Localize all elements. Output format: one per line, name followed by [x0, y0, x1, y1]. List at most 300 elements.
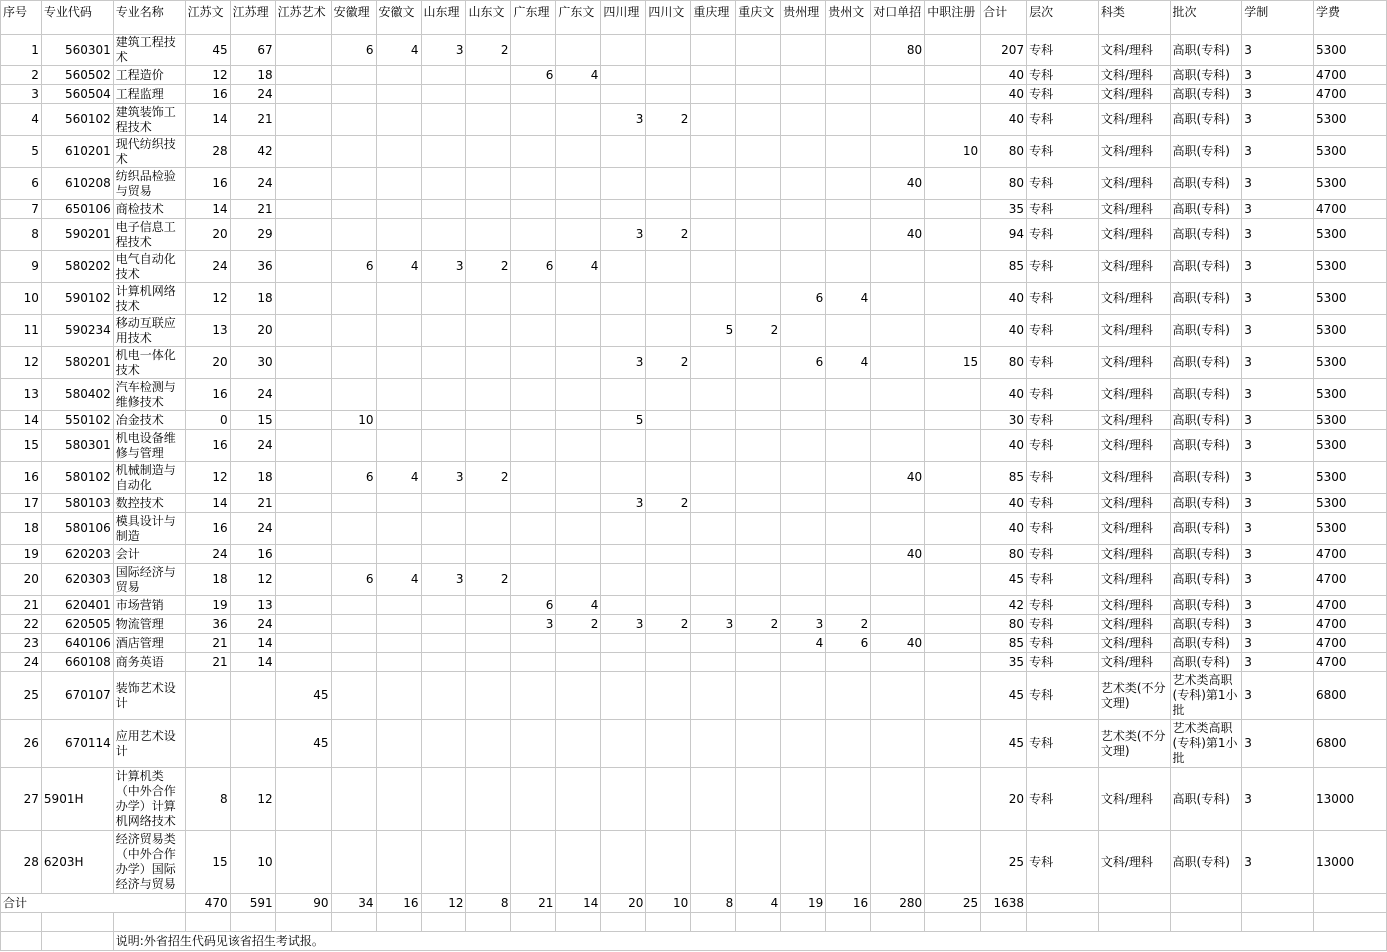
cell-code: 670107 [41, 672, 113, 720]
cell-category: 文科/理科 [1098, 283, 1170, 315]
cell-gz-wen [826, 85, 871, 104]
cell-years: 3 [1242, 564, 1314, 596]
cell-cq-wen [736, 219, 781, 251]
cell-js-li: 12 [230, 768, 275, 831]
table-row [1, 564, 1387, 596]
empty-cell [691, 913, 736, 932]
cell-sd-wen [466, 430, 511, 462]
empty-cell [331, 913, 376, 932]
cell-tuition: 4700 [1314, 85, 1387, 104]
cell-years: 3 [1242, 200, 1314, 219]
cell-sd-li [421, 430, 466, 462]
cell-gd-li: 3 [511, 615, 556, 634]
empty-cell [601, 913, 646, 932]
cell-years: 3 [1242, 430, 1314, 462]
cell-index: 19 [1, 545, 42, 564]
header-gz-wen: 贵州文 [826, 1, 871, 35]
cell-duikou: 40 [871, 168, 925, 200]
cell-gd-wen [556, 462, 601, 494]
cell-batch: 高职(专科) [1170, 430, 1242, 462]
table-row [1, 768, 1387, 831]
cell-sc-wen: 2 [646, 104, 691, 136]
cell-sd-li [421, 653, 466, 672]
cell-category: 文科/理科 [1098, 251, 1170, 283]
cell-ah-li [331, 720, 376, 768]
cell-gz-li [781, 831, 826, 894]
cell-zhongzhi [925, 104, 981, 136]
empty-cell [466, 913, 511, 932]
cell-sc-li: 3 [601, 104, 646, 136]
cell-cq-wen [736, 104, 781, 136]
cell-index: 7 [1, 200, 42, 219]
cell-total: 25 [981, 831, 1027, 894]
cell-js-wen: 16 [185, 85, 230, 104]
cell-js-li: 12 [230, 564, 275, 596]
cell-gd-wen: 4 [556, 596, 601, 615]
cell-js-li: 10 [230, 831, 275, 894]
cell-cq-wen [736, 283, 781, 315]
cell-tuition: 4700 [1314, 653, 1387, 672]
cell-duikou [871, 411, 925, 430]
cell-category: 文科/理科 [1098, 634, 1170, 653]
cell-sd-wen [466, 634, 511, 653]
cell-cq-li [691, 136, 736, 168]
cell-level: 专科 [1027, 634, 1099, 653]
cell-gz-li [781, 136, 826, 168]
cell-batch: 高职(专科) [1170, 564, 1242, 596]
cell-ah-li [331, 545, 376, 564]
cell-cq-li [691, 85, 736, 104]
cell-gz-li [781, 411, 826, 430]
cell-code: 650106 [41, 200, 113, 219]
cell-code: 610201 [41, 136, 113, 168]
cell-gz-li [781, 462, 826, 494]
cell-gd-wen [556, 168, 601, 200]
cell-tuition: 5300 [1314, 315, 1387, 347]
table-row [1, 379, 1387, 411]
cell-category: 文科/理科 [1098, 653, 1170, 672]
cell-gd-li: 6 [511, 596, 556, 615]
cell-duikou [871, 85, 925, 104]
cell-sc-li [601, 136, 646, 168]
cell-gz-wen [826, 545, 871, 564]
cell-ah-wen [376, 545, 421, 564]
cell-js-art: 45 [275, 672, 331, 720]
total-zhongzhi: 25 [925, 894, 981, 913]
total-sd-wen: 8 [466, 894, 511, 913]
cell-js-wen: 21 [185, 634, 230, 653]
cell-gd-wen [556, 85, 601, 104]
cell-js-wen: 28 [185, 136, 230, 168]
cell-zhongzhi [925, 462, 981, 494]
cell-category: 文科/理科 [1098, 200, 1170, 219]
cell-gd-wen [556, 653, 601, 672]
cell-js-art [275, 615, 331, 634]
cell-js-wen: 16 [185, 513, 230, 545]
cell-major: 计算机网络技术 [113, 283, 185, 315]
header-index: 序号 [1, 1, 42, 35]
cell-cq-li [691, 430, 736, 462]
cell-cq-li: 5 [691, 315, 736, 347]
cell-gd-li [511, 720, 556, 768]
cell-major: 数控技术 [113, 494, 185, 513]
cell-cq-li [691, 831, 736, 894]
cell-category: 文科/理科 [1098, 104, 1170, 136]
cell-level: 专科 [1027, 283, 1099, 315]
cell-level: 专科 [1027, 564, 1099, 596]
cell-ah-li [331, 430, 376, 462]
cell-years: 3 [1242, 66, 1314, 85]
empty-cell [646, 913, 691, 932]
cell-tuition: 13000 [1314, 831, 1387, 894]
cell-zhongzhi [925, 720, 981, 768]
cell-index: 2 [1, 66, 42, 85]
cell-sc-li [601, 168, 646, 200]
cell-code: 590102 [41, 283, 113, 315]
cell-cq-li [691, 347, 736, 379]
cell-index: 6 [1, 168, 42, 200]
cell-js-wen: 16 [185, 379, 230, 411]
cell-batch: 高职(专科) [1170, 513, 1242, 545]
total-duikou: 280 [871, 894, 925, 913]
cell-ah-wen [376, 494, 421, 513]
cell-sc-wen [646, 411, 691, 430]
total-cq-wen: 4 [736, 894, 781, 913]
cell-batch: 高职(专科) [1170, 35, 1242, 66]
cell-index: 5 [1, 136, 42, 168]
cell-gd-li [511, 545, 556, 564]
cell-code: 620401 [41, 596, 113, 615]
cell-category: 文科/理科 [1098, 66, 1170, 85]
cell-index: 14 [1, 411, 42, 430]
cell-total: 80 [981, 545, 1027, 564]
cell-duikou [871, 315, 925, 347]
cell-ah-li [331, 85, 376, 104]
cell-gd-wen [556, 411, 601, 430]
cell-major: 纺织品检验与贸易 [113, 168, 185, 200]
cell-gz-li [781, 315, 826, 347]
cell-category: 文科/理科 [1098, 347, 1170, 379]
cell-gz-wen [826, 596, 871, 615]
cell-gd-li [511, 411, 556, 430]
cell-duikou [871, 564, 925, 596]
cell-sd-li [421, 136, 466, 168]
cell-gz-li [781, 596, 826, 615]
header-total: 合计 [981, 1, 1027, 35]
cell-level: 专科 [1027, 85, 1099, 104]
header-major: 专业名称 [113, 1, 185, 35]
cell-level: 专科 [1027, 411, 1099, 430]
cell-index: 15 [1, 430, 42, 462]
cell-index: 28 [1, 831, 42, 894]
cell-duikou [871, 66, 925, 85]
cell-zhongzhi [925, 251, 981, 283]
cell-duikou [871, 768, 925, 831]
header-ah-wen: 安徽文 [376, 1, 421, 35]
cell-major: 电子信息工程技术 [113, 219, 185, 251]
cell-sd-li [421, 494, 466, 513]
cell-gz-wen [826, 462, 871, 494]
cell-total: 35 [981, 200, 1027, 219]
cell-sd-wen [466, 720, 511, 768]
header-gd-li: 广东理 [511, 1, 556, 35]
cell-js-art [275, 168, 331, 200]
cell-major: 冶金技术 [113, 411, 185, 430]
cell-code: 620303 [41, 564, 113, 596]
cell-tuition: 4700 [1314, 615, 1387, 634]
cell-gd-li [511, 564, 556, 596]
cell-js-li: 14 [230, 653, 275, 672]
cell-sc-wen: 2 [646, 347, 691, 379]
cell-level: 专科 [1027, 251, 1099, 283]
cell-sd-wen [466, 85, 511, 104]
cell-ah-wen [376, 200, 421, 219]
cell-ah-li [331, 634, 376, 653]
cell-cq-li [691, 462, 736, 494]
empty-cell [871, 913, 925, 932]
cell-sc-li [601, 315, 646, 347]
total-gd-li: 21 [511, 894, 556, 913]
cell-code: 620203 [41, 545, 113, 564]
cell-total: 80 [981, 347, 1027, 379]
cell-years: 3 [1242, 615, 1314, 634]
cell-ah-li [331, 768, 376, 831]
cell-js-wen: 21 [185, 653, 230, 672]
cell-js-li: 36 [230, 251, 275, 283]
header-row [1, 1, 1387, 35]
cell-category: 文科/理科 [1098, 85, 1170, 104]
cell-index: 8 [1, 219, 42, 251]
table-row [1, 283, 1387, 315]
cell-sd-li [421, 66, 466, 85]
cell-gd-li [511, 513, 556, 545]
total-ah-li: 34 [331, 894, 376, 913]
cell-sd-li [421, 200, 466, 219]
cell-tuition: 5300 [1314, 35, 1387, 66]
cell-tuition: 5300 [1314, 411, 1387, 430]
cell-total: 80 [981, 168, 1027, 200]
cell-gz-wen [826, 136, 871, 168]
cell-major: 市场营销 [113, 596, 185, 615]
cell-sc-wen [646, 85, 691, 104]
cell-duikou: 80 [871, 35, 925, 66]
cell-js-wen: 14 [185, 104, 230, 136]
cell-cq-wen [736, 85, 781, 104]
cell-major: 酒店管理 [113, 634, 185, 653]
cell-index: 16 [1, 462, 42, 494]
cell-major: 机械制造与自动化 [113, 462, 185, 494]
cell-years: 3 [1242, 513, 1314, 545]
cell-batch: 高职(专科) [1170, 768, 1242, 831]
cell-sc-wen [646, 720, 691, 768]
cell-duikou [871, 720, 925, 768]
cell-gd-li [511, 672, 556, 720]
cell-sc-li [601, 831, 646, 894]
cell-zhongzhi [925, 596, 981, 615]
cell-gd-wen: 2 [556, 615, 601, 634]
cell-duikou [871, 672, 925, 720]
cell-gd-wen [556, 768, 601, 831]
cell-major: 模具设计与制造 [113, 513, 185, 545]
cell-code: 640106 [41, 634, 113, 653]
cell-code: 580102 [41, 462, 113, 494]
cell-tuition: 13000 [1314, 768, 1387, 831]
cell-batch: 高职(专科) [1170, 136, 1242, 168]
cell-level: 专科 [1027, 66, 1099, 85]
cell-zhongzhi [925, 411, 981, 430]
cell-ah-wen [376, 347, 421, 379]
cell-years: 3 [1242, 672, 1314, 720]
cell-batch: 高职(专科) [1170, 200, 1242, 219]
cell-sd-li [421, 219, 466, 251]
cell-sd-wen [466, 347, 511, 379]
cell-category: 文科/理科 [1098, 35, 1170, 66]
empty-cell [826, 913, 871, 932]
header-sd-li: 山东理 [421, 1, 466, 35]
cell-js-art [275, 430, 331, 462]
totals-row [1, 894, 1387, 913]
cell-js-wen: 12 [185, 283, 230, 315]
cell-js-art [275, 85, 331, 104]
table-row [1, 411, 1387, 430]
cell-tuition: 4700 [1314, 66, 1387, 85]
cell-js-li: 16 [230, 545, 275, 564]
empty-cell [556, 913, 601, 932]
cell-cq-li [691, 35, 736, 66]
total-sc-wen: 10 [646, 894, 691, 913]
cell-sc-wen [646, 66, 691, 85]
table-row [1, 494, 1387, 513]
cell-batch: 高职(专科) [1170, 85, 1242, 104]
cell-sc-li [601, 283, 646, 315]
cell-sc-li [601, 513, 646, 545]
cell-batch: 艺术类高职(专科)第1小批 [1170, 672, 1242, 720]
cell-js-li: 13 [230, 596, 275, 615]
empty-cell [1098, 913, 1170, 932]
cell-sd-li [421, 615, 466, 634]
cell-major: 现代纺织技术 [113, 136, 185, 168]
cell-sc-li [601, 653, 646, 672]
cell-gz-wen [826, 513, 871, 545]
empty-cell [1027, 894, 1099, 913]
cell-sc-wen [646, 379, 691, 411]
cell-gz-li [781, 513, 826, 545]
cell-level: 专科 [1027, 347, 1099, 379]
cell-js-li: 14 [230, 634, 275, 653]
cell-ah-wen [376, 596, 421, 615]
empty-cell [1, 932, 42, 951]
cell-ah-wen [376, 283, 421, 315]
cell-level: 专科 [1027, 168, 1099, 200]
table-row [1, 831, 1387, 894]
cell-gd-li [511, 430, 556, 462]
cell-tuition: 5300 [1314, 136, 1387, 168]
cell-gz-wen [826, 35, 871, 66]
cell-years: 3 [1242, 545, 1314, 564]
cell-years: 3 [1242, 283, 1314, 315]
cell-gz-wen [826, 430, 871, 462]
cell-sd-wen [466, 831, 511, 894]
cell-years: 3 [1242, 462, 1314, 494]
cell-gz-wen: 4 [826, 283, 871, 315]
table-row [1, 596, 1387, 615]
cell-js-li: 67 [230, 35, 275, 66]
cell-gd-wen [556, 219, 601, 251]
cell-sc-wen [646, 136, 691, 168]
cell-zhongzhi [925, 513, 981, 545]
cell-batch: 高职(专科) [1170, 596, 1242, 615]
cell-ah-wen [376, 315, 421, 347]
cell-js-art [275, 831, 331, 894]
table-row [1, 35, 1387, 66]
cell-gz-li [781, 85, 826, 104]
cell-ah-li [331, 66, 376, 85]
cell-js-li: 42 [230, 136, 275, 168]
cell-batch: 高职(专科) [1170, 379, 1242, 411]
cell-gd-li [511, 35, 556, 66]
cell-js-wen: 8 [185, 768, 230, 831]
cell-cq-wen [736, 768, 781, 831]
cell-ah-li: 6 [331, 564, 376, 596]
cell-zhongzhi [925, 219, 981, 251]
cell-gd-li: 6 [511, 66, 556, 85]
total-gz-wen: 16 [826, 894, 871, 913]
cell-gz-wen [826, 564, 871, 596]
cell-sc-wen [646, 35, 691, 66]
cell-total: 85 [981, 462, 1027, 494]
cell-tuition: 5300 [1314, 168, 1387, 200]
cell-gd-li [511, 168, 556, 200]
cell-gz-wen [826, 411, 871, 430]
table-row [1, 430, 1387, 462]
cell-gz-wen [826, 219, 871, 251]
empty-cell [376, 913, 421, 932]
cell-sc-li [601, 462, 646, 494]
cell-major: 移动互联应用技术 [113, 315, 185, 347]
cell-major: 商务英语 [113, 653, 185, 672]
empty-cell [41, 913, 113, 932]
empty-cell [230, 913, 275, 932]
cell-category: 文科/理科 [1098, 219, 1170, 251]
empty-cell [1314, 894, 1387, 913]
cell-js-art [275, 379, 331, 411]
cell-batch: 高职(专科) [1170, 104, 1242, 136]
cell-ah-wen [376, 85, 421, 104]
total-sd-li: 12 [421, 894, 466, 913]
cell-major: 商检技术 [113, 200, 185, 219]
empty-cell [1170, 913, 1242, 932]
cell-cq-wen [736, 35, 781, 66]
cell-gd-li [511, 136, 556, 168]
cell-sd-wen [466, 596, 511, 615]
cell-js-wen: 0 [185, 411, 230, 430]
cell-category: 文科/理科 [1098, 831, 1170, 894]
cell-cq-li [691, 251, 736, 283]
cell-sc-li [601, 564, 646, 596]
cell-ah-li [331, 168, 376, 200]
cell-js-art [275, 411, 331, 430]
cell-gd-wen [556, 430, 601, 462]
header-code: 专业代码 [41, 1, 113, 35]
cell-sd-li: 3 [421, 251, 466, 283]
cell-ah-wen [376, 219, 421, 251]
cell-gd-li [511, 283, 556, 315]
cell-zhongzhi [925, 85, 981, 104]
cell-sc-wen [646, 513, 691, 545]
cell-ah-wen: 4 [376, 35, 421, 66]
cell-total: 40 [981, 379, 1027, 411]
cell-tuition: 5300 [1314, 379, 1387, 411]
